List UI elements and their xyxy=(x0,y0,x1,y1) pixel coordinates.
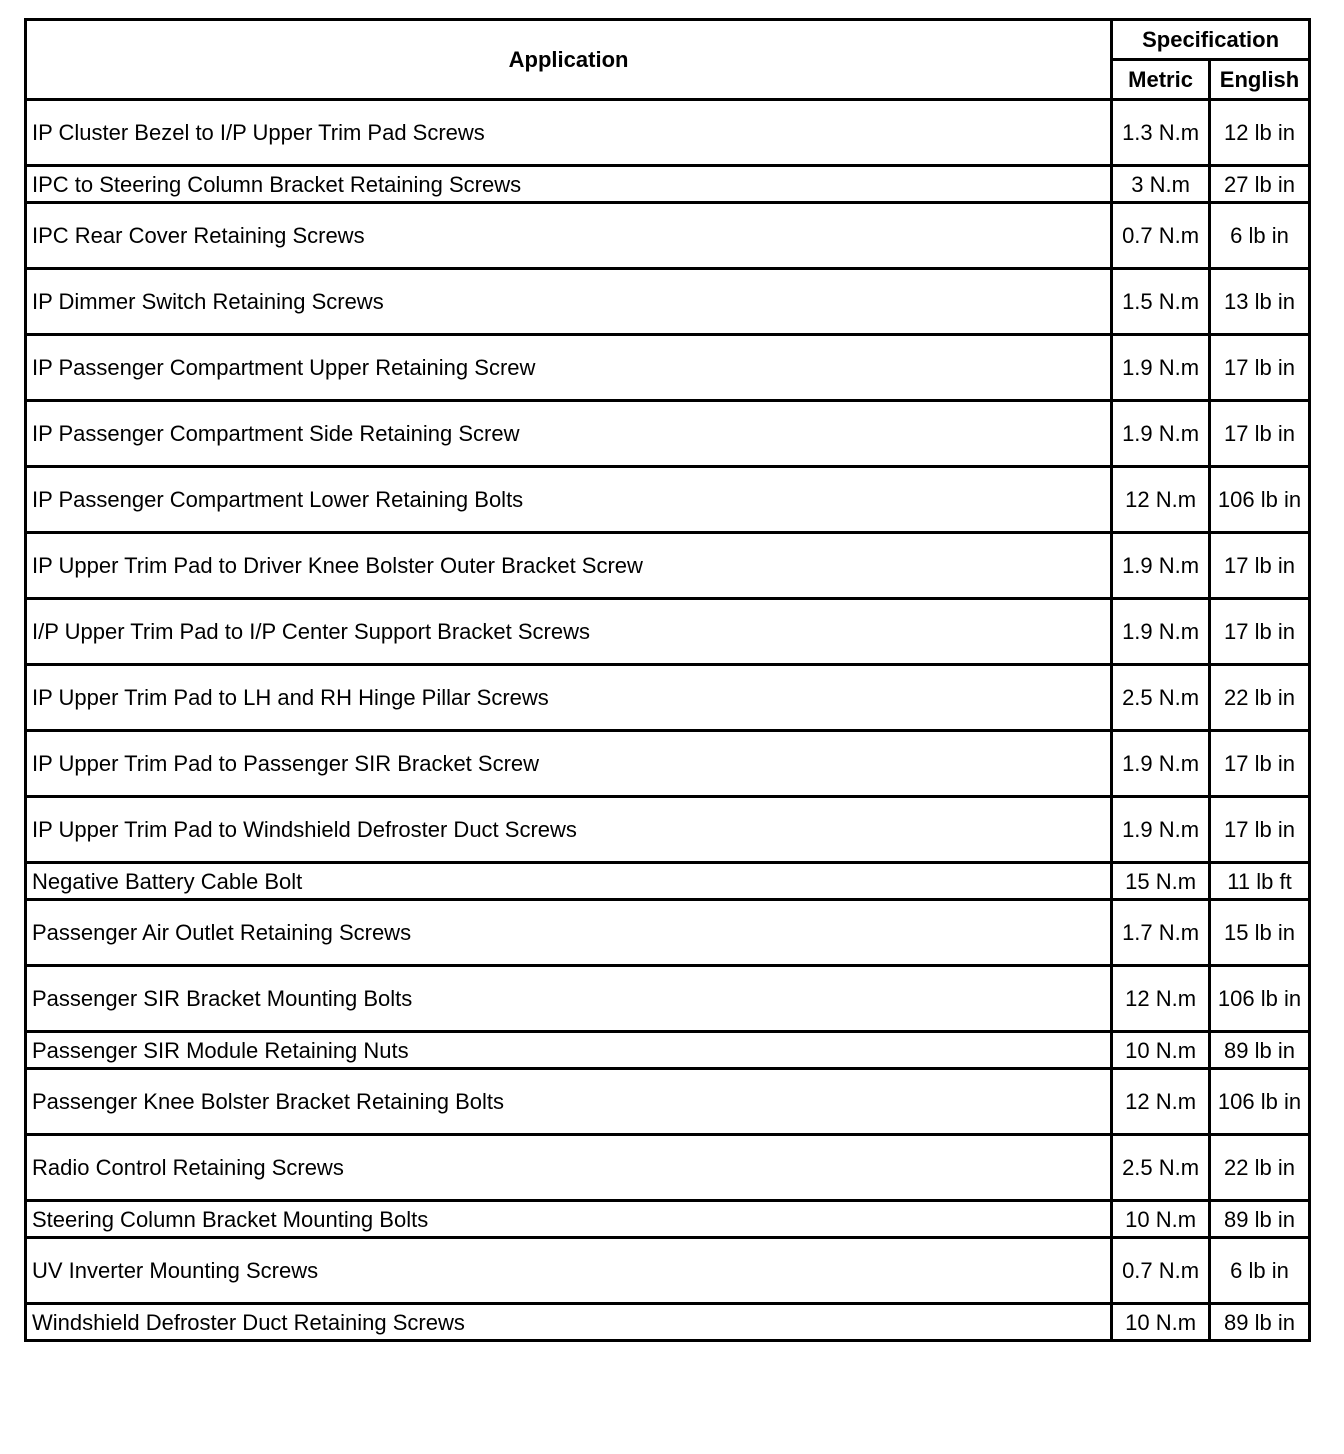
english-cell: 17 lb in xyxy=(1210,731,1310,797)
table-row xyxy=(26,599,1310,665)
application-cell: IP Upper Trim Pad to LH and RH Hinge Pillar Screws xyxy=(26,665,1112,731)
metric-cell: 1.9 N.m xyxy=(1112,797,1210,863)
metric-cell: 1.7 N.m xyxy=(1112,900,1210,966)
metric-cell: 0.7 N.m xyxy=(1112,1238,1210,1304)
english-cell: 15 lb in xyxy=(1210,900,1310,966)
application-cell: IPC to Steering Column Bracket Retaining Screws xyxy=(26,166,1112,203)
metric-cell: 2.5 N.m xyxy=(1112,665,1210,731)
application-cell: Steering Column Bracket Mounting Bolts xyxy=(26,1201,1112,1238)
table-row xyxy=(26,863,1310,900)
application-cell: Radio Control Retaining Screws xyxy=(26,1135,1112,1201)
application-cell: I/P Upper Trim Pad to I/P Center Support Bracket Screws xyxy=(26,599,1112,665)
english-cell: 12 lb in xyxy=(1210,100,1310,166)
metric-cell: 3 N.m xyxy=(1112,166,1210,203)
application-cell: IPC Rear Cover Retaining Screws xyxy=(26,203,1112,269)
application-cell: Passenger SIR Module Retaining Nuts xyxy=(26,1032,1112,1069)
application-cell: IP Cluster Bezel to I/P Upper Trim Pad Screws xyxy=(26,100,1112,166)
metric-cell: 0.7 N.m xyxy=(1112,203,1210,269)
english-cell: 22 lb in xyxy=(1210,665,1310,731)
table-row xyxy=(26,1069,1310,1135)
english-cell: 106 lb in xyxy=(1210,1069,1310,1135)
application-cell: Windshield Defroster Duct Retaining Screws xyxy=(26,1304,1112,1341)
specification-header: Specification xyxy=(1112,20,1310,60)
table-row xyxy=(26,401,1310,467)
table-row xyxy=(26,100,1310,166)
table-row xyxy=(26,665,1310,731)
torque-spec-table xyxy=(24,18,1311,1342)
application-cell: IP Upper Trim Pad to Passenger SIR Bracket Screw xyxy=(26,731,1112,797)
english-cell: 106 lb in xyxy=(1210,467,1310,533)
header-row-top xyxy=(26,20,1310,60)
english-cell: 6 lb in xyxy=(1210,1238,1310,1304)
table-row xyxy=(26,731,1310,797)
application-cell: Passenger Air Outlet Retaining Screws xyxy=(26,900,1112,966)
table-row xyxy=(26,1032,1310,1069)
application-cell: IP Passenger Compartment Lower Retaining Bolts xyxy=(26,467,1112,533)
english-cell: 89 lb in xyxy=(1210,1304,1310,1341)
english-cell: 17 lb in xyxy=(1210,401,1310,467)
english-cell: 22 lb in xyxy=(1210,1135,1310,1201)
metric-cell: 1.9 N.m xyxy=(1112,401,1210,467)
table-row xyxy=(26,203,1310,269)
english-cell: 6 lb in xyxy=(1210,203,1310,269)
application-cell: Passenger SIR Bracket Mounting Bolts xyxy=(26,966,1112,1032)
english-cell: 89 lb in xyxy=(1210,1201,1310,1238)
table-row xyxy=(26,1135,1310,1201)
metric-cell: 1.9 N.m xyxy=(1112,731,1210,797)
table-row xyxy=(26,1304,1310,1341)
application-cell: IP Passenger Compartment Upper Retaining Screw xyxy=(26,335,1112,401)
table-row xyxy=(26,533,1310,599)
metric-cell: 1.3 N.m xyxy=(1112,100,1210,166)
metric-cell: 1.9 N.m xyxy=(1112,335,1210,401)
english-cell: 106 lb in xyxy=(1210,966,1310,1032)
metric-cell: 1.9 N.m xyxy=(1112,533,1210,599)
metric-cell: 10 N.m xyxy=(1112,1201,1210,1238)
metric-cell: 2.5 N.m xyxy=(1112,1135,1210,1201)
english-cell: 89 lb in xyxy=(1210,1032,1310,1069)
english-cell: 17 lb in xyxy=(1210,335,1310,401)
application-cell: UV Inverter Mounting Screws xyxy=(26,1238,1112,1304)
metric-cell: 12 N.m xyxy=(1112,1069,1210,1135)
application-cell: IP Passenger Compartment Side Retaining Screw xyxy=(26,401,1112,467)
application-cell: IP Upper Trim Pad to Windshield Defroster Duct Screws xyxy=(26,797,1112,863)
application-cell: IP Dimmer Switch Retaining Screws xyxy=(26,269,1112,335)
metric-cell: 1.5 N.m xyxy=(1112,269,1210,335)
metric-header: Metric xyxy=(1112,60,1210,100)
metric-cell: 12 N.m xyxy=(1112,467,1210,533)
table-row xyxy=(26,166,1310,203)
english-cell: 17 lb in xyxy=(1210,599,1310,665)
metric-cell: 12 N.m xyxy=(1112,966,1210,1032)
table-row xyxy=(26,269,1310,335)
english-cell: 13 lb in xyxy=(1210,269,1310,335)
table-row xyxy=(26,335,1310,401)
metric-cell: 10 N.m xyxy=(1112,1032,1210,1069)
application-cell: Negative Battery Cable Bolt xyxy=(26,863,1112,900)
english-cell: 11 lb ft xyxy=(1210,863,1310,900)
table-body xyxy=(26,100,1310,1341)
metric-cell: 15 N.m xyxy=(1112,863,1210,900)
english-cell: 27 lb in xyxy=(1210,166,1310,203)
english-cell: 17 lb in xyxy=(1210,533,1310,599)
application-cell: IP Upper Trim Pad to Driver Knee Bolster Outer Bracket Screw xyxy=(26,533,1112,599)
table-row xyxy=(26,900,1310,966)
metric-cell: 10 N.m xyxy=(1112,1304,1210,1341)
table-row xyxy=(26,966,1310,1032)
table-row xyxy=(26,1238,1310,1304)
application-cell: Passenger Knee Bolster Bracket Retaining Bolts xyxy=(26,1069,1112,1135)
english-header: English xyxy=(1210,60,1310,100)
table-row xyxy=(26,1201,1310,1238)
table-row xyxy=(26,467,1310,533)
english-cell: 17 lb in xyxy=(1210,797,1310,863)
metric-cell: 1.9 N.m xyxy=(1112,599,1210,665)
table-row xyxy=(26,797,1310,863)
application-header: Application xyxy=(26,20,1112,100)
